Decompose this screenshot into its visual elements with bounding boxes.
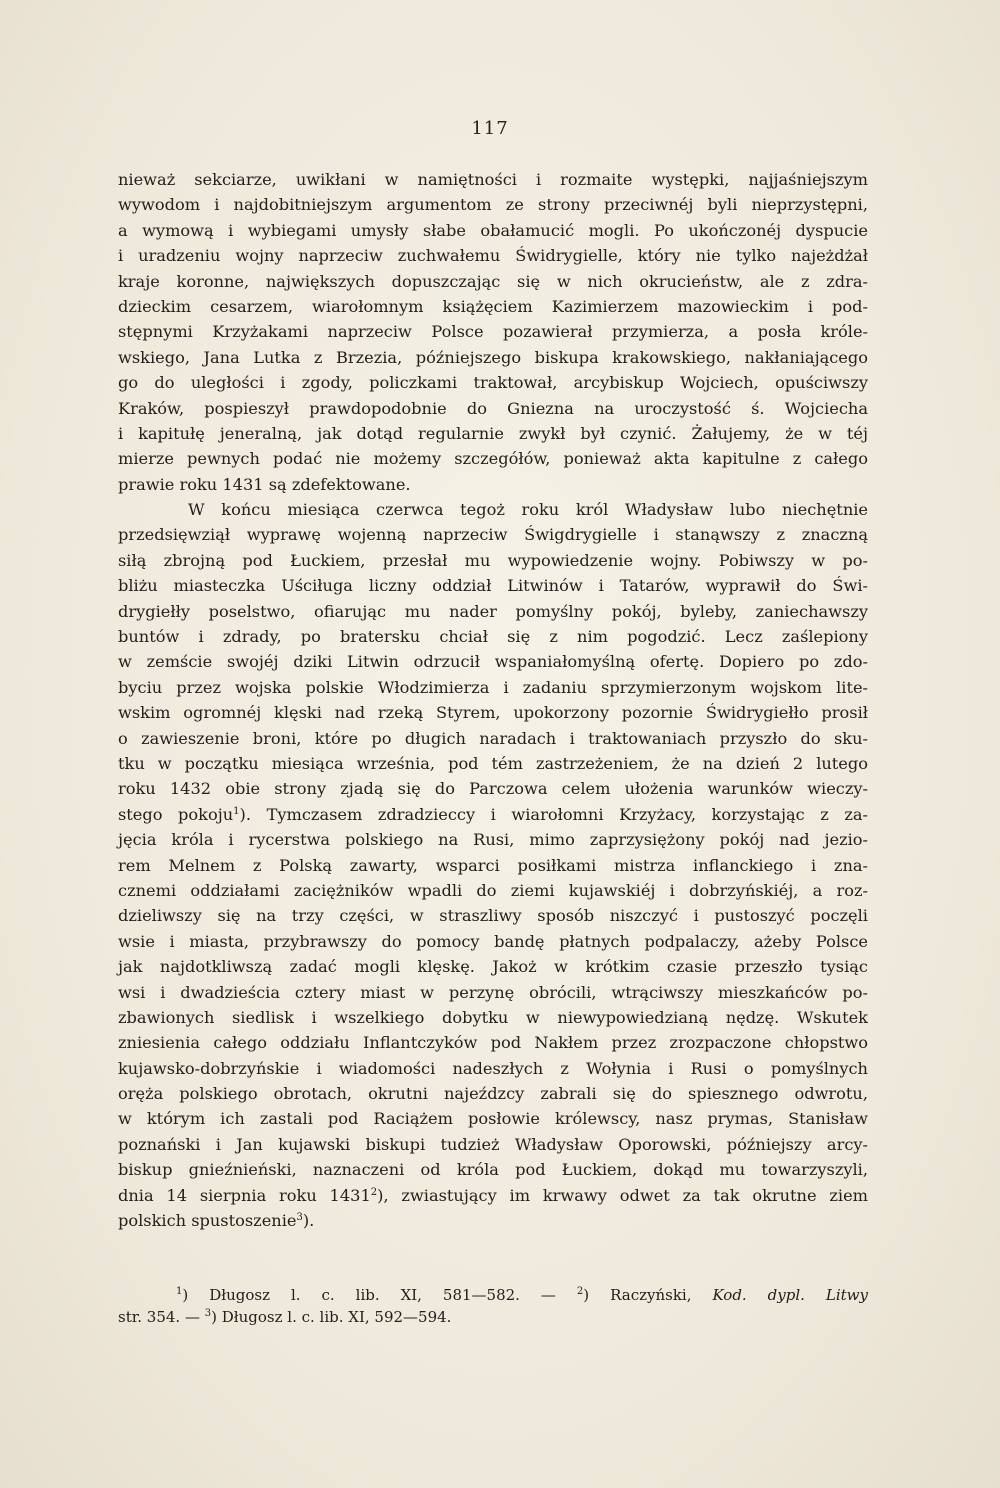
text-line: Kraków, pospieszył prawdopodobnie do Gniezna na uroczystość ś. Wojciecha bbox=[118, 398, 868, 418]
footnote-marker: 2 bbox=[576, 1286, 584, 1297]
text-fragment: ), zwiastujący im krwawy odwet za tak okrutne ziem bbox=[377, 1185, 868, 1205]
text-line: przedsięwziął wyprawę wojenną naprzeciw Świgdrygielle i stanąwszy z znaczną bbox=[118, 525, 868, 545]
text-line: dzieliwszy się na trzy części, w straszliwy sposób niszczyć i pustoszyć poczęli bbox=[118, 906, 868, 926]
text-line: mierze pewnych podać nie możemy szczegółów, ponieważ akta kapitulne z całego bbox=[118, 449, 868, 469]
text-line: bliżu miasteczka Uściługa liczny oddział Litwinów i Tatarów, wyprawił do Świ- bbox=[118, 576, 868, 596]
text-line: kraje koronne, największych dopuszczając się w nich okrucieństw, ale z zdra- bbox=[118, 271, 868, 291]
text-line: tku w początku miesiąca września, pod tém zastrzeżeniem, że na dzień 2 lutego bbox=[118, 753, 868, 773]
footnote-text: str. 354. — bbox=[118, 1308, 200, 1326]
footnote-marker: 1 bbox=[176, 1286, 183, 1297]
footnote-marker: 3 bbox=[204, 1308, 212, 1319]
footnote-marker: 1 bbox=[233, 805, 240, 817]
text-line: byciu przez wojska polskie Włodzimierza i zadaniu sprzymierzonym wojskom lite- bbox=[118, 677, 868, 697]
page-number: 117 bbox=[471, 118, 509, 139]
text-line-with-footnote-mark bbox=[118, 802, 868, 827]
text-line: i kapitułę jeneralną, jak dotąd regularnie zwykł był czynić. Żałujemy, że w téj bbox=[118, 423, 868, 443]
footnote-italic-title: Kod. dypl. Litwy bbox=[712, 1286, 868, 1304]
body-text bbox=[118, 167, 868, 1233]
text-line: wskiego, Jana Lutka z Brzezia, późniejszego biskupa krakowskiego, nakłaniającego bbox=[118, 347, 868, 367]
footnote-text: ) Długosz l. c. lib. XI, 581—582. — bbox=[182, 1286, 556, 1304]
text-fragment: stego pokoju bbox=[118, 804, 234, 824]
text-fragment: dnia 14 sierpnia roku 1431 bbox=[118, 1185, 371, 1205]
text-line: jęcia króla i rycerstwa polskiego na Rusi, mimo zaprzysiężony pokój nad jezio- bbox=[118, 830, 868, 850]
text-line: a wymową i wybiegami umysły słabe obałamucić mogli. Po ukończonéj dyspucie bbox=[118, 220, 868, 240]
text-line: w zemście swojéj dziki Litwin odrzucił wspaniałomyślną ofertę. Dopiero po zdo- bbox=[118, 652, 868, 672]
footnotes bbox=[118, 1284, 868, 1328]
text-line: stępnymi Krzyżakami naprzeciw Polsce pozawierał przymierza, a posła króle- bbox=[118, 322, 868, 342]
text-line: rem Melnem z Polską zawarty, wsparci posiłkami mistrza inflanckiego i zna- bbox=[118, 855, 868, 875]
text-line: i uradzeniu wojny naprzeciw zuchwałemu Świdrygielle, który nie tylko najeżdżał bbox=[118, 246, 868, 266]
footnote-text: ) Raczyński, bbox=[583, 1286, 692, 1304]
text-line: buntów i zdrady, po bratersku chciał się z nim pogodzić. Lecz zaślepiony bbox=[118, 627, 868, 647]
text-line: jak najdotkliwszą zadać mogli klęskę. Jakoż w krótkim czasie przeszło tysiąc bbox=[118, 957, 868, 977]
footnote-text: ) Długosz l. c. lib. XI, 592—594. bbox=[211, 1308, 452, 1326]
text-fragment: ). bbox=[302, 1211, 315, 1231]
text-line: cznemi oddziałami zaciężników wpadli do ziemi kujawskiéj i dobrzyńskiéj, a roz- bbox=[118, 880, 868, 900]
text-line: w którym ich zastali pod Raciążem posłowie królewscy, nasz prymas, Stanisław bbox=[118, 1109, 868, 1129]
paragraph-start-line: W końcu miesiąca czerwca tegoż roku król Władysław lubo niechętnie bbox=[188, 500, 868, 520]
text-fragment: ). Tymczasem zdradzieccy i wiarołomni Krzyżacy, korzystając z za- bbox=[239, 804, 868, 824]
footnote-line bbox=[118, 1306, 868, 1328]
text-line: go do uległości i zgody, policzkami traktował, arcybiskup Wojciech, opuściwszy bbox=[118, 373, 868, 393]
text-line: roku 1432 obie strony zjadą się do Parczowa celem ułożenia warunków wieczy- bbox=[118, 779, 868, 799]
text-line: siłą zbrojną pod Łuckiem, przesłał mu wypowiedzenie wojny. Pobiwszy w po- bbox=[118, 550, 868, 570]
text-line: wskim ogromnéj klęski nad rzeką Styrem, upokorzony pozornie Świdrygiełło prosił bbox=[118, 703, 868, 723]
text-line: biskup gnieźnieński, naznaczeni od króla pod Łuckiem, dokąd mu towarzyszyli, bbox=[118, 1160, 868, 1180]
text-line: kujawsko-dobrzyńskie i wiadomości nadeszłych z Wołynia i Rusi o pomyślnych bbox=[118, 1058, 868, 1078]
text-line-with-footnote-mark bbox=[118, 1183, 868, 1208]
text-line: drygiełły poselstwo, ofiarując mu nader pomyślny pokój, byleby, zaniechawszy bbox=[118, 601, 868, 621]
text-line: poznański i Jan kujawski biskupi tudzież Władysław Oporowski, późniejszy arcy- bbox=[118, 1134, 868, 1154]
text-line: o zawieszenie broni, które po długich naradach i traktowaniach przyszło do sku- bbox=[118, 728, 868, 748]
paragraph-end-line: prawie roku 1431 są zdefektowane. bbox=[118, 474, 411, 494]
text-line: dzieckim cesarzem, wiarołomnym książęciem Kazimierzem mazowieckim i pod- bbox=[118, 296, 868, 316]
text-line: wywodom i najdobitniejszym argumentom ze strony przeciwnéj byli nieprzystępni, bbox=[118, 195, 868, 215]
text-line: wsi i dwadzieścia cztery miast w perzynę obrócili, wtrąciwszy mieszkańców po- bbox=[118, 982, 868, 1002]
text-line: wsie i miasta, przybrawszy do pomocy bandę płatnych podpalaczy, ażeby Polsce bbox=[118, 931, 868, 951]
text-line: zniesienia całego oddziału Inflantczyków pod Nakłem przez zrozpaczone chłopstwo bbox=[118, 1033, 868, 1053]
text-line: zbawionych siedlisk i wszelkiego dobytku w niewypowiedzianą nędzę. Wskutek bbox=[118, 1007, 868, 1027]
footnote-line bbox=[118, 1284, 868, 1306]
text-fragment: polskich spustoszenie bbox=[118, 1211, 297, 1231]
footnote-marker: 3 bbox=[296, 1212, 303, 1224]
text-line: oręża polskiego obrotach, okrutni najeźdzcy zabrali się do spiesznego odwrotu, bbox=[118, 1084, 868, 1104]
paragraph-end-line bbox=[118, 1208, 868, 1233]
text-line: nieważ sekciarze, uwikłani w namiętności i rozmaite występki, najjaśniejszym bbox=[118, 170, 868, 189]
footnote-marker: 2 bbox=[370, 1186, 378, 1198]
